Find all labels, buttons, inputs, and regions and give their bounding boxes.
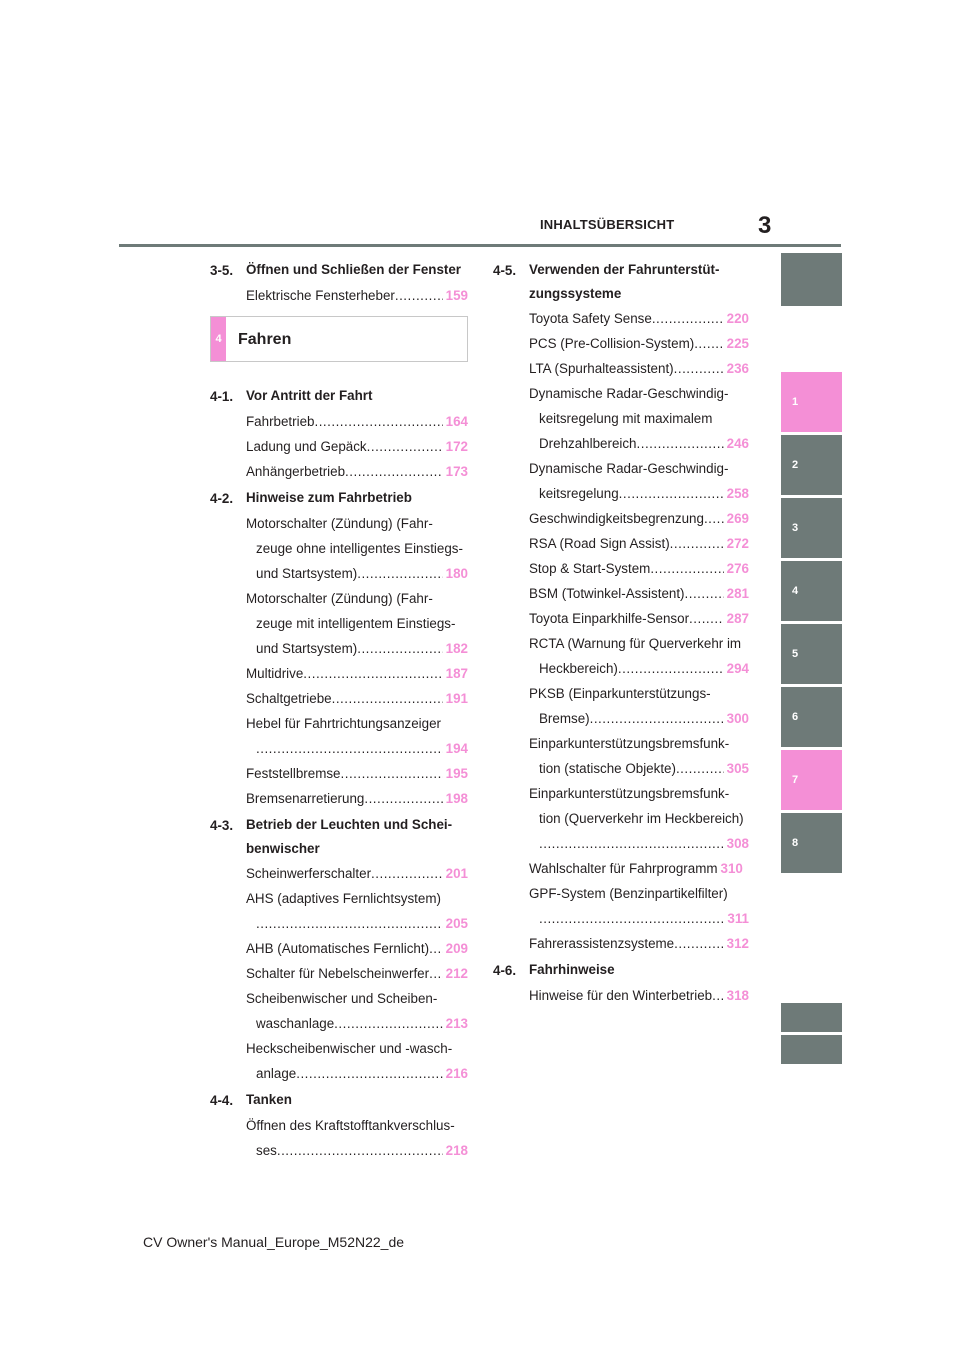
footer-manual-id: CV Owner's Manual_Europe_M52N22_de: [143, 1234, 405, 1250]
toc-entry[interactable]: Geschwindigkeitsbegrenzung ..... 269: [529, 506, 749, 531]
toc-entry[interactable]: Schalter für Nebelscheinwerfer ..... 212: [246, 961, 468, 986]
section-heading: 4-2. Hinweise zum Fahrbetrieb: [210, 490, 412, 506]
toc-entry[interactable]: Einparkunterstützungsbremsfunk- tion (statische Objekte) ..... 305: [529, 731, 749, 781]
toc-left-column: [210, 256, 468, 1163]
section-heading: 3-5. Öffnen und Schließen der Fenster: [210, 262, 462, 278]
section-heading: 4-6. Fahrhinweise: [493, 962, 615, 978]
toc-entry[interactable]: GPF-System (Benzinpartikelfilter) ..... 311: [529, 881, 749, 931]
toc-entry[interactable]: Scheibenwischer und Scheiben- waschanlage ..... 213: [246, 986, 468, 1036]
toc-entry[interactable]: Heckscheibenwischer und -wasch- anlage ..... 216: [246, 1036, 468, 1086]
toc-entry[interactable]: Anhängerbetrieb ..... 173: [246, 459, 468, 484]
side-tab-1[interactable]: 1: [781, 372, 842, 432]
header-rule: [119, 244, 841, 247]
toc-entry[interactable]: Hinweise für den Winterbetrieb ..... 318: [529, 983, 749, 1008]
running-header: INHALTSÜBERSICHT: [540, 217, 675, 232]
toc-entry[interactable]: Motorschalter (Zündung) (Fahr- zeuge ohne intelligentes Einstiegs- und Startsystem) ..... 180: [246, 511, 468, 586]
side-tab-8[interactable]: 8: [781, 813, 842, 873]
toc-entry[interactable]: Fahrbetrieb ..... 164: [246, 409, 468, 434]
toc-entry[interactable]: Feststellbremse ..... 195: [246, 761, 468, 786]
toc-entry[interactable]: Bremsenarretierung ..... 198: [246, 786, 468, 811]
side-tab-3[interactable]: 3: [781, 498, 842, 558]
side-tab-index-a[interactable]: [781, 1003, 842, 1032]
toc-entry[interactable]: RSA (Road Sign Assist) ..... 272: [529, 531, 749, 556]
side-tab-contents[interactable]: [781, 253, 842, 306]
toc-entry[interactable]: PCS (Pre-Collision-System) ..... 225: [529, 331, 749, 356]
section-heading: 4-5. Verwenden der Fahrunterstüt-zungssysteme: [493, 262, 720, 301]
toc-entry[interactable]: Multidrive ..... 187: [246, 661, 468, 686]
toc-entry[interactable]: Toyota Einparkhilfe-Sensor ..... 287: [529, 606, 749, 631]
toc-entry[interactable]: Elektrische Fensterheber ..... 159: [246, 283, 468, 308]
section-heading: 4-4. Tanken: [210, 1092, 292, 1108]
toc-entry[interactable]: Dynamische Radar-Geschwindig- keitsregelung mit maximalem Drehzahlbereich ..... 246: [529, 381, 749, 456]
chapter-title: Fahren: [238, 330, 292, 348]
chapter-heading: [210, 316, 468, 362]
side-tab-4[interactable]: 4: [781, 561, 842, 621]
toc-entry[interactable]: Dynamische Radar-Geschwindig- keitsregelung ..... 258: [529, 456, 749, 506]
section-heading: 4-3. Betrieb der Leuchten und Schei-benwischer: [210, 817, 453, 856]
toc-entry[interactable]: Wahlschalter für Fahrprogramm 310: [529, 861, 743, 876]
toc-entry[interactable]: Motorschalter (Zündung) (Fahr- zeuge mit intelligentem Einstiegs- und Startsystem) ..... 182: [246, 586, 468, 661]
side-tab-5[interactable]: 5: [781, 624, 842, 684]
chapter-number: 4: [211, 317, 226, 361]
toc-entry[interactable]: LTA (Spurhalteassistent) ..... 236: [529, 356, 749, 381]
side-tab-6[interactable]: 6: [781, 687, 842, 747]
toc-entry[interactable]: AHS (adaptives Fernlichtsystem) ..... 205: [246, 886, 468, 936]
toc-entry[interactable]: BSM (Totwinkel-Assistent) ..... 281: [529, 581, 749, 606]
toc-entry[interactable]: PKSB (Einparkunterstützungs- Bremse) ..... 300: [529, 681, 749, 731]
toc-entry[interactable]: Einparkunterstützungsbremsfunk- tion (Querverkehr im Heckbereich) ..... 308: [529, 781, 749, 856]
page-number: 3: [758, 212, 772, 239]
toc-entry[interactable]: AHB (Automatisches Fernlicht) ..... 209: [246, 936, 468, 961]
toc-entry[interactable]: Schaltgetriebe ..... 191: [246, 686, 468, 711]
section-heading: 4-1. Vor Antritt der Fahrt: [210, 388, 373, 404]
toc-entry[interactable]: Hebel für Fahrtrichtungsanzeiger ..... 194: [246, 711, 468, 761]
toc-entry[interactable]: Stop & Start-System ..... 276: [529, 556, 749, 581]
toc-right-column: [493, 256, 749, 1008]
side-tab-index-b[interactable]: [781, 1035, 842, 1064]
toc-entry[interactable]: Öffnen des Kraftstofftankverschlus- ses ..... 218: [246, 1113, 468, 1163]
toc-entry[interactable]: Toyota Safety Sense ..... 220: [529, 306, 749, 331]
toc-entry[interactable]: RCTA (Warnung für Querverkehr im Heckbereich) ..... 294: [529, 631, 749, 681]
toc-entry[interactable]: Fahrerassistenzsysteme ..... 312: [529, 931, 749, 956]
side-tab-2[interactable]: 2: [781, 435, 842, 495]
side-tab-7[interactable]: 7: [781, 750, 842, 810]
toc-entry[interactable]: Ladung und Gepäck ..... 172: [246, 434, 468, 459]
toc-entry[interactable]: Scheinwerferschalter ..... 201: [246, 861, 468, 886]
